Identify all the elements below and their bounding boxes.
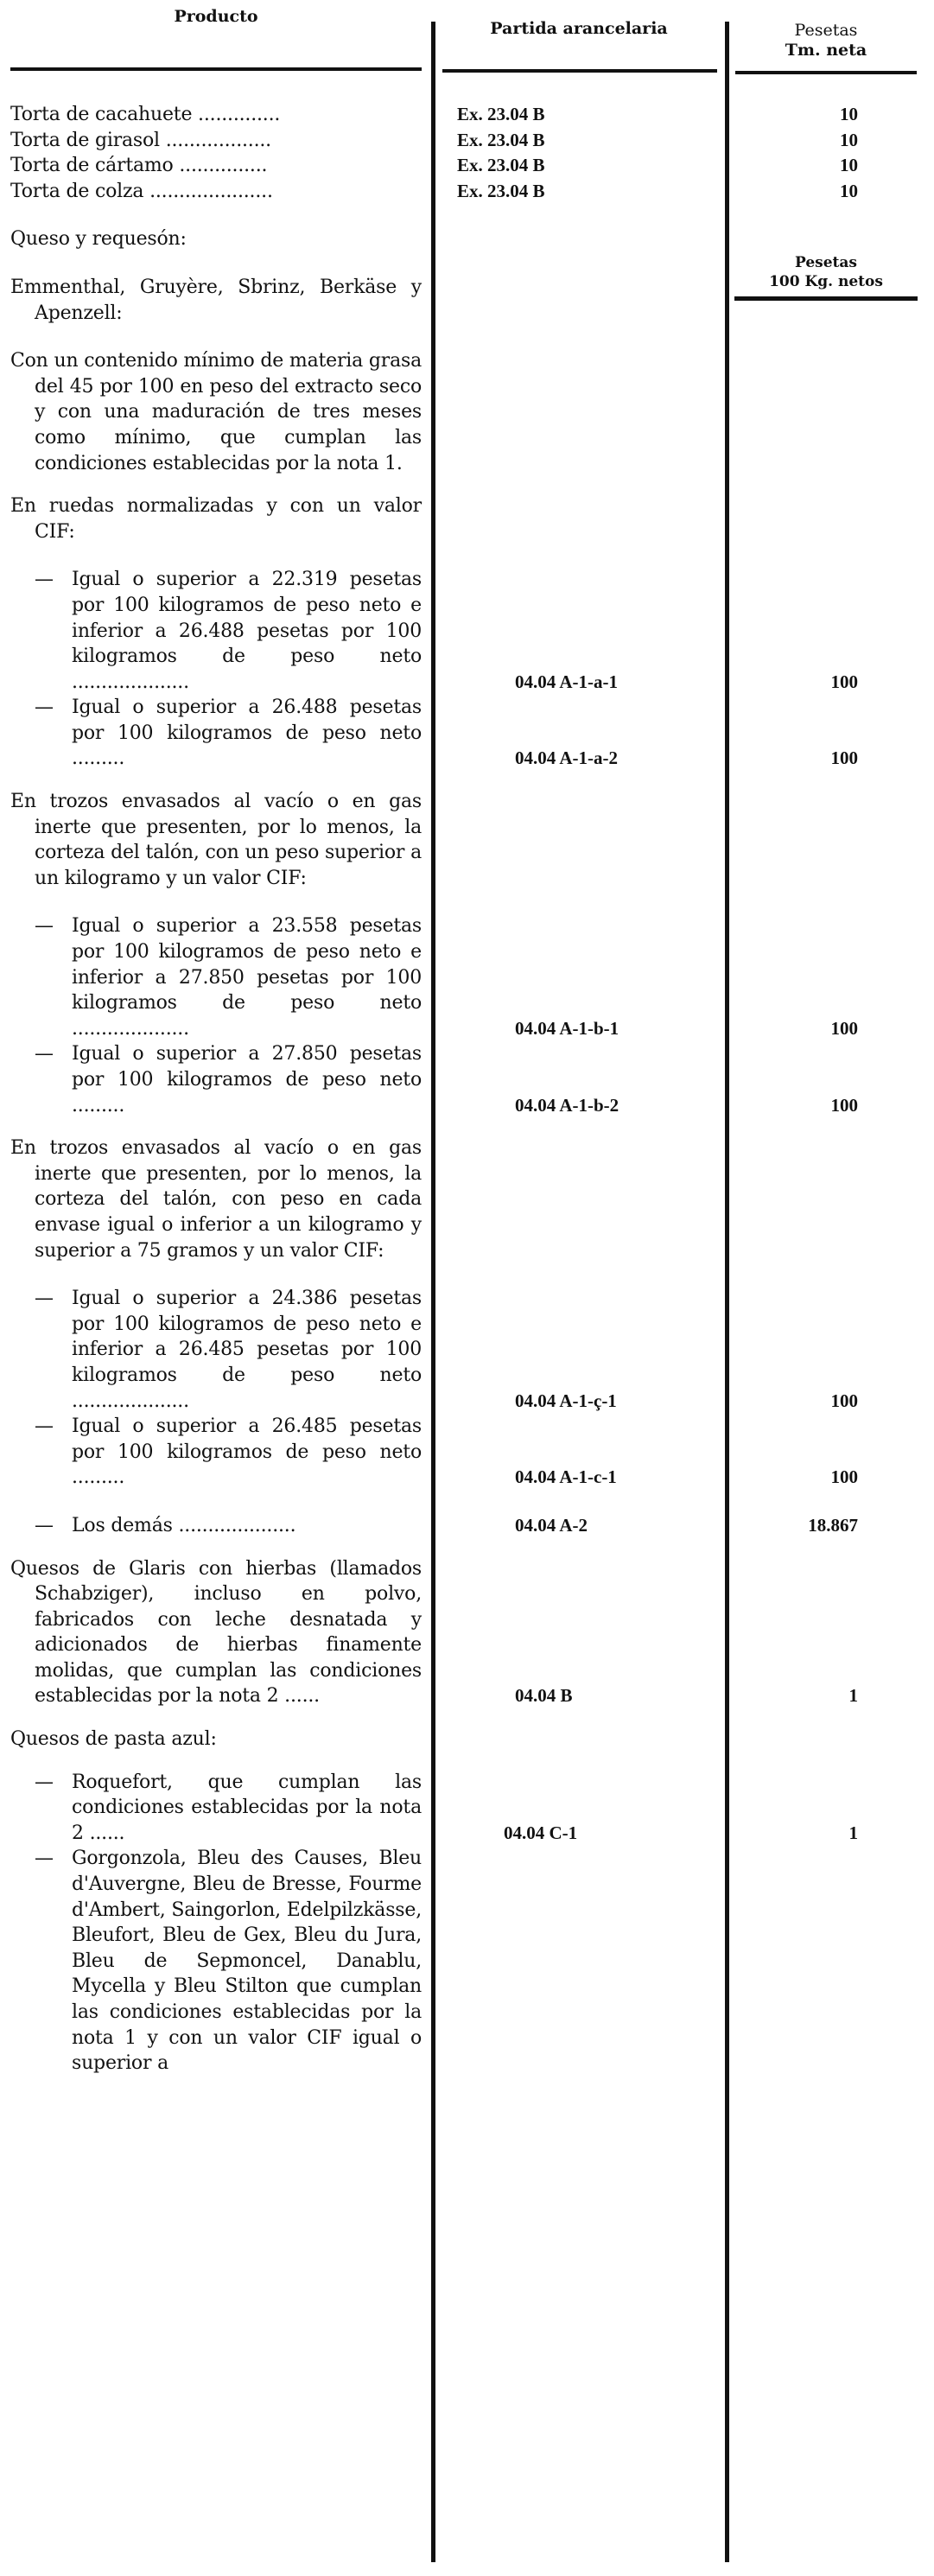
partida-cell: 04.04 C-1: [504, 1822, 578, 1843]
header-pesetas-line2: Tm. neta: [785, 41, 867, 60]
product-cell: Igual o superior a 27.850 pesetas por 100 kilogramos de peso neto .........: [72, 1043, 422, 1116]
table-row: [0, 1770, 934, 1847]
dash-icon: —: [35, 915, 54, 938]
product-cell: Igual o superior a 26.485 pesetas por 100 kilogramos de peso neto .........: [72, 1415, 422, 1489]
valor-cell: 100: [830, 1390, 858, 1411]
partida-cell: 04.04 A-1-ç-1: [515, 1390, 617, 1411]
product-cell: Torta de girasol ..................: [10, 129, 271, 151]
product-cell: Igual o superior a 23.558 pesetas por 100 kilogramos de peso neto e inferior a 27.850 pesetas por 100 kilogramos de peso neto ....................: [72, 915, 422, 1040]
header-pesetas-line1: Pesetas: [794, 21, 858, 40]
valor-cell: 10: [840, 129, 858, 150]
valor-cell: 100: [830, 1017, 858, 1039]
dash-icon: —: [35, 1771, 54, 1793]
section-heading-row: [0, 275, 934, 326]
header-partida: Partida arancelaria: [490, 19, 668, 38]
dash-icon: —: [35, 1415, 54, 1438]
partida-cell: 04.04 A-1-c-1: [515, 1466, 617, 1488]
subsection-heading: En trozos envasados al vacío o en gas inerte que presenten, por lo menos, la corteza del talón, con un peso superior a un kilogramo y un valor CIF:: [10, 791, 422, 889]
dash-icon: —: [35, 1043, 54, 1065]
table-row: [0, 102, 934, 128]
partida-cell: 04.04 A-1-b-2: [515, 1094, 619, 1116]
tariff-table: [0, 102, 934, 2077]
condition-row: [0, 348, 934, 476]
partida-cell: 04.04 B: [515, 1685, 573, 1707]
product-cell: Roquefort, que cumplan las condiciones establecidas por la nota 2 ......: [72, 1771, 422, 1844]
table-row: [0, 1414, 934, 1491]
valor-cell: 18.867: [808, 1514, 858, 1536]
dash-icon: —: [35, 696, 54, 719]
product-cell: Torta de colza .....................: [10, 180, 273, 202]
partida-cell: 04.04 A-2: [515, 1514, 588, 1536]
partida-cell: Ex. 23.04 B: [457, 129, 545, 150]
product-cell: Gorgonzola, Bleu des Causes, Bleu d'Auvergne, Bleu de Bresse, Fourme d'Ambert, Saingorlon, Edelpilzkässe, Bleufort, Bleu de Gex, Bleu du Jura, Bleu de Sepmoncel, Danablu, Mycella y Bleu Stilton que cumplan las condiciones establecidas por la nota 1 y con un valor CIF igual o superior a: [72, 1848, 422, 2075]
product-cell: Quesos de Glaris con hierbas (llamados Schabziger), incluso en polvo, fabricados con leche desnatada y adicionados de hierbas finamente molidas, que cumplan las condiciones establecidas por la nota 2 ......: [10, 1557, 422, 1708]
valor-cell: 10: [840, 155, 858, 176]
partida-cell: Ex. 23.04 B: [457, 180, 545, 201]
valor-cell: 100: [830, 671, 858, 692]
valor-cell: 100: [830, 747, 858, 769]
header-rule-producto: [10, 67, 422, 71]
dash-icon: —: [35, 1288, 54, 1310]
product-cell: Los demás ....................: [72, 1514, 296, 1536]
table-row: [0, 1556, 934, 1710]
valor-cell: 100: [830, 1094, 858, 1116]
table-row: [0, 1286, 934, 1414]
table-row: [0, 567, 934, 695]
dash-icon: —: [35, 569, 54, 591]
product-cell: Torta de cártamo ...............: [10, 155, 268, 177]
header-rule-partida: [442, 69, 717, 73]
partida-cell: 04.04 A-1-b-1: [515, 1017, 619, 1039]
table-row: [0, 1041, 934, 1118]
partida-cell: 04.04 A-1-a-2: [515, 747, 618, 769]
valor-cell: 10: [840, 104, 858, 124]
product-cell: Igual o superior a 22.319 pesetas por 100 kilogramos de peso neto e inferior a 26.488 pesetas por 100 kilogramos de peso neto ....................: [72, 569, 422, 693]
header-rule-pesetas: [735, 71, 917, 74]
partida-cell: Ex. 23.04 B: [457, 104, 545, 124]
partida-cell: 04.04 A-1-a-1: [515, 671, 618, 692]
subsection-heading: En trozos envasados al vacío o en gas inerte que presenten, por lo menos, la corteza del talón, con peso en cada envase igual o inferior a un kilogramo y superior a 75 gramos y un valor CIF:: [10, 1137, 422, 1262]
table-row: [0, 913, 934, 1041]
valor-cell: 100: [830, 1466, 858, 1488]
valor-cell: 1: [848, 1685, 858, 1707]
valor-cell: 10: [840, 180, 858, 201]
table-row: [0, 179, 934, 205]
dash-icon: —: [35, 1848, 54, 1870]
section-heading: Queso y requesón:: [10, 228, 187, 251]
table-row: [0, 695, 934, 772]
unit-line1: Pesetas: [795, 254, 857, 271]
condition-text: Con un contenido mínimo de materia grasa del 45 por 100 en peso del extracto seco y con una maduración de tres meses como mínimo, que cumplan las condiciones establecidas por la nota 1.: [10, 350, 422, 474]
section-heading: Quesos de pasta azul:: [10, 1728, 217, 1751]
table-row: [0, 153, 934, 179]
unit-line2: 100 Kg. netos: [769, 273, 883, 290]
header-pesetas: [734, 21, 918, 60]
product-cell: Torta de cacahuete ..............: [10, 104, 281, 125]
table-row: [0, 1513, 934, 1539]
product-cell: Igual o superior a 26.488 pesetas por 100 kilogramos de peso neto .........: [72, 696, 422, 770]
header-producto: Producto: [174, 7, 258, 26]
section-heading-row: [0, 226, 934, 252]
table-row: [0, 128, 934, 154]
emmenthal-heading: Emmenthal, Gruyère, Sbrinz, Berkäse y Apenzell:: [10, 276, 422, 324]
partida-cell: Ex. 23.04 B: [457, 155, 545, 176]
valor-cell: 1: [848, 1822, 858, 1843]
table-row: [0, 1846, 934, 2076]
subsection-heading: En ruedas normalizadas y con un valor CIF:: [10, 495, 422, 543]
product-cell: Igual o superior a 24.386 pesetas por 100 kilogramos de peso neto e inferior a 26.485 pesetas por 100 kilogramos de peso neto ....................: [72, 1288, 422, 1412]
dash-icon: —: [35, 1514, 54, 1536]
